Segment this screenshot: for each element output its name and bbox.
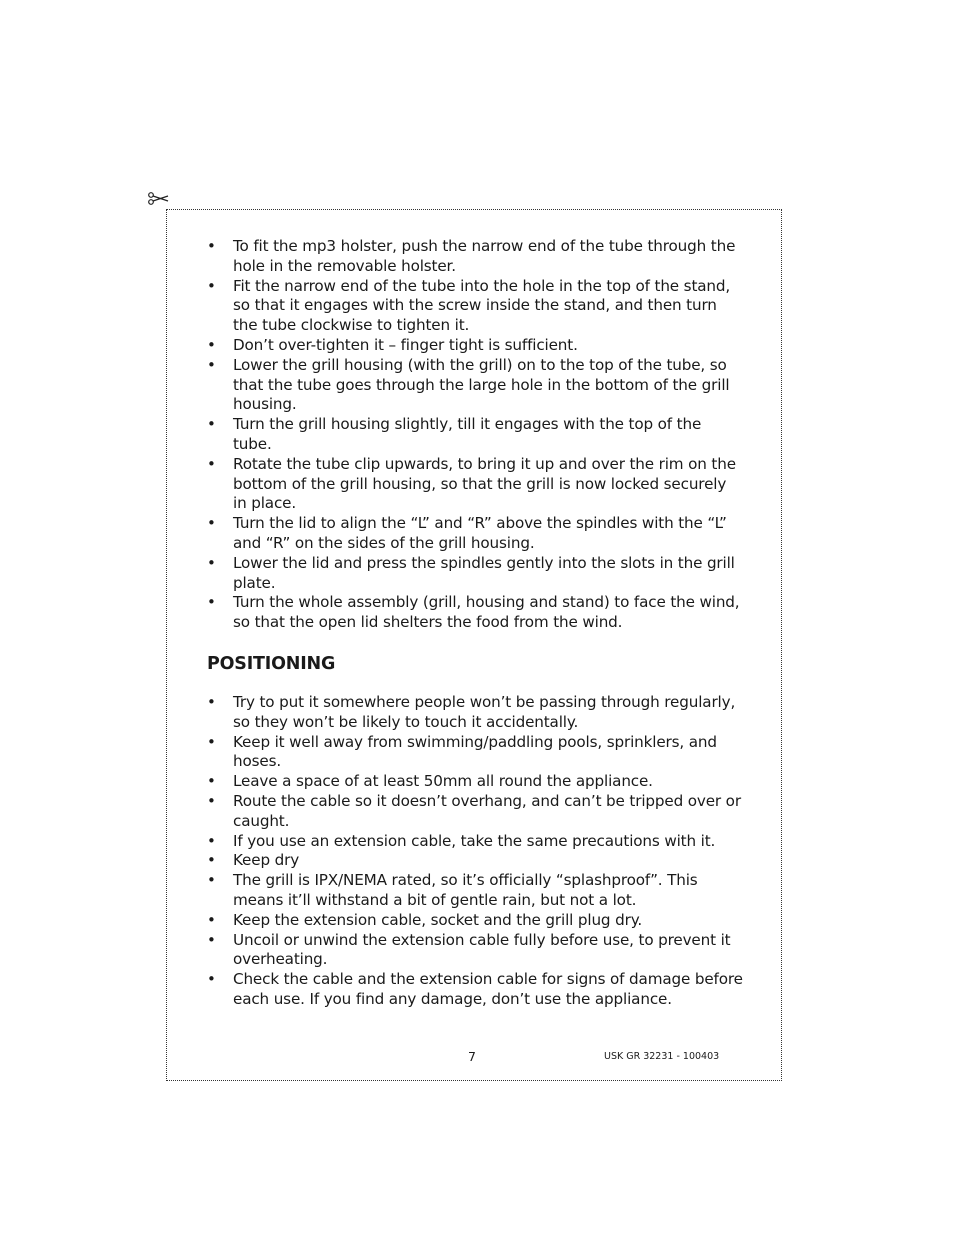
list-item: • Rotate the tube clip upwards, to bring it up and over the rim on the bottom of the grill housing, so that the grill is now locked securely in place. xyxy=(207,455,743,514)
document-code: USK GR 32231 - 100403 xyxy=(604,1051,720,1062)
list-item: • Fit the narrow end of the tube into the hole in the top of the stand, so that it engages with the screw inside the stand, and then turn the tube clockwise to tighten it. xyxy=(207,277,743,336)
list-item: • Lower the lid and press the spindles gently into the slots in the grill plate. xyxy=(207,554,743,594)
list-item: • Keep dry xyxy=(207,851,743,871)
assembly-steps-list xyxy=(207,237,743,633)
list-item: • Leave a space of at least 50mm all round the appliance. xyxy=(207,772,743,792)
list-item: • Uncoil or unwind the extension cable fully before use, to prevent it overheating. xyxy=(207,931,743,971)
list-item: • Try to put it somewhere people won’t be passing through regularly, so they won’t be likely to touch it accidentally. xyxy=(207,693,743,733)
scissors-icon xyxy=(146,186,170,210)
list-item: • Lower the grill housing (with the grill) on to the top of the tube, so that the tube goes through the large hole in the bottom of the grill housing. xyxy=(207,356,743,415)
page-content xyxy=(207,237,743,1010)
list-item: • If you use an extension cable, take the same precautions with it. xyxy=(207,832,743,852)
positioning-list xyxy=(207,693,743,1010)
list-item: • The grill is IPX/NEMA rated, so it’s officially “splashproof”. This means it’ll withstand a bit of gentle rain, but not a lot. xyxy=(207,871,743,911)
list-item: • Turn the grill housing slightly, till it engages with the top of the tube. xyxy=(207,415,743,455)
list-item: • Check the cable and the extension cable for signs of damage before each use. If you find any damage, don’t use the appliance. xyxy=(207,970,743,1010)
positioning-heading: POSITIONING xyxy=(207,653,336,674)
list-item: • To fit the mp3 holster, push the narrow end of the tube through the hole in the removable holster. xyxy=(207,237,743,277)
list-item: • Don’t over-tighten it – finger tight is sufficient. xyxy=(207,336,743,356)
list-item: • Turn the lid to align the “L” and “R” above the spindles with the “L” and “R” on the sides of the grill housing. xyxy=(207,514,743,554)
list-item: • Route the cable so it doesn’t overhang, and can’t be tripped over or caught. xyxy=(207,792,743,832)
list-item: • Turn the whole assembly (grill, housing and stand) to face the wind, so that the open lid shelters the food from the wind. xyxy=(207,593,743,633)
list-item: • Keep the extension cable, socket and the grill plug dry. xyxy=(207,911,743,931)
list-item: • Keep it well away from swimming/paddling pools, sprinklers, and hoses. xyxy=(207,733,743,773)
page-number: 7 xyxy=(468,1049,476,1064)
